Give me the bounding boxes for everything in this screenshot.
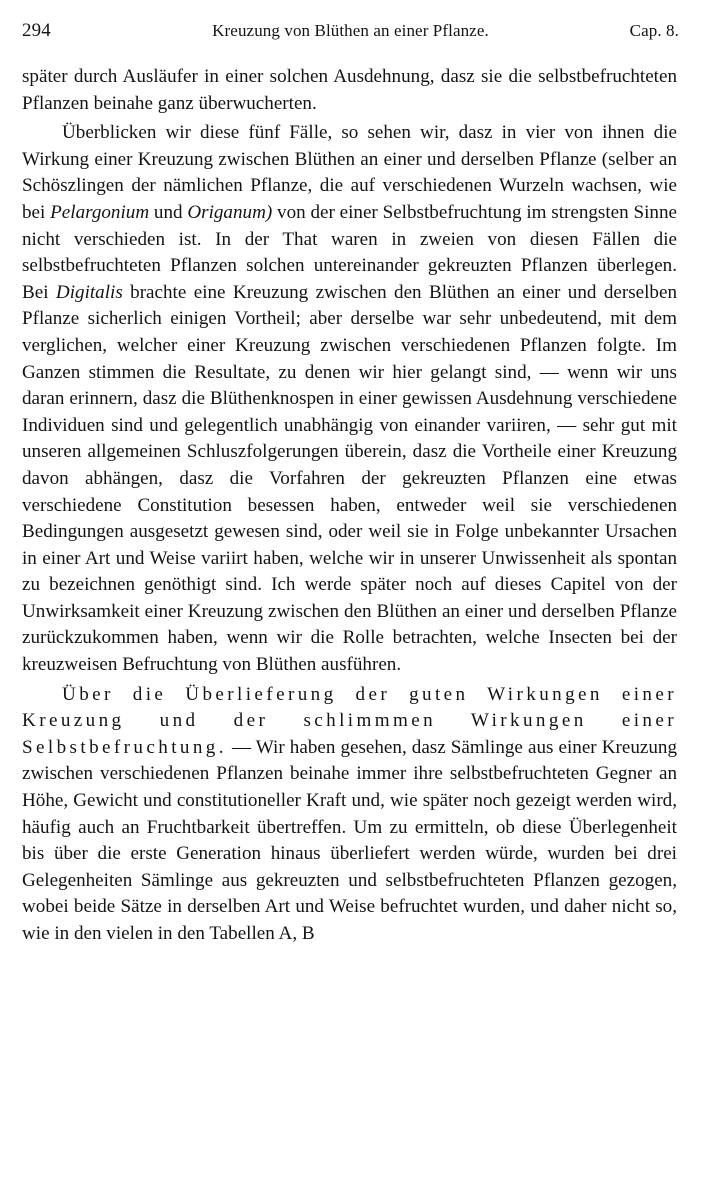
chapter-label: Cap. 8. [629, 21, 679, 40]
paragraph-2: Überblicken wir diese fünf Fälle, so sehen wir, dasz in vier von ihnen die Wirkung einer Kreuzung zwischen Blüthen an einer und derselben Pflanze (selber an Schöszlingen der nämlichen Pflanze, die auf verschiedenen Wurzeln wachsen, wie bei Pelargonium und Origanum) von der einer Selbstbefruchtung im strengsten Sinne nicht verschieden ist. In der That waren in zweien von diesen Fällen die selbstbefruchteten Pflanzen solchen untereinander gekreuzten Pflanzen überlegen. Bei Digitalis brachte eine Kreuzung zwischen den Blüthen an einer und derselben Pflanze sicherlich einigen Vortheil; aber derselbe war sehr unbedeutend, mit dem verglichen, welcher einer Kreuzung zwischen verschiedenen Pflanzen folgte. Im Ganzen stimmen die Resultate, zu denen wir hier gelangt sind, — wenn wir uns daran erinnern, dasz die Blüthenknospen in einer gewissen Ausdehnung verschiedene Individuen sind und gelegentlich unabhängig von einander variiren, — sehr gut mit unseren allgemeinen Schluszfolgerungen überein, dasz die Vortheile einer Kreuzung davon abhängen, dasz die Vorfahren der gekreuzten Pflanzen eine etwas verschiedene Constitution besessen haben, entweder weil sie verschiedenen Bedingungen ausgesetzt gewesen sind, oder weil sie in Folge unbekannter Ursachen in einer Art und Weise variirt haben, welche wir in unserer Unwissenheit als spontan zu bezeichnen genöthigt sind. Ich werde später noch auf dieses Capitel von der Unwirksamkeit einer Kreuzung zwischen den Blüthen an einer und derselben Pflanze zurückzukommen haben, wenn wir die Rolle betrachten, welche Insecten bei der kreuzweisen Befruchtung von Blüthen ausführen. [22, 122, 677, 676]
body-text [22, 64, 677, 948]
paragraph-3: Über die Überlieferung der guten Wirkungen einer Kreuzung und der schlimmmen Wirkungen einer Selbstbefruchtung. — Wir haben gesehen, dasz Sämlinge aus einer Kreuzung zwischen verschiedenen Pflanzen beinahe immer ihre selbstbefruchteten Gegner an Höhe, Gewicht und constitutioneller Kraft und, wie später noch gezeigt werden wird, häufig auch an Fruchtbarkeit übertreffen. Um zu ermitteln, ob diese Überlegenheit bis über die erste Generation hinaus überliefert werden würde, wurden bei drei Gelegenheiten Sämlinge aus gekreuzten und selbstbefruchteten Pflanzen gezogen, wobei beide Sätze in derselben Art und Weise befruchtet wurden, und daher nicht so, wie in den vielen in den Tabellen A, B [22, 683, 677, 944]
running-header [22, 20, 679, 44]
section-heading: Über die Überlieferung der guten Wirkungen einer Kreuzung und der schlimmmen Wirkungen einer Selbstbefruchtung. [22, 683, 677, 758]
page-number: 294 [22, 20, 51, 41]
species-name-pelargonium: Pelargonium [50, 201, 150, 223]
species-name-origanum: Origanum) [187, 201, 273, 223]
paragraph-1: später durch Ausläufer in einer solchen Ausdehnung, dasz sie die selbstbefruchteten Pflanzen beinahe ganz überwucherten. [22, 66, 677, 114]
running-title: Kreuzung von Blüthen an einer Pflanze. [212, 21, 489, 40]
species-name-digitalis: Digitalis [55, 281, 123, 303]
